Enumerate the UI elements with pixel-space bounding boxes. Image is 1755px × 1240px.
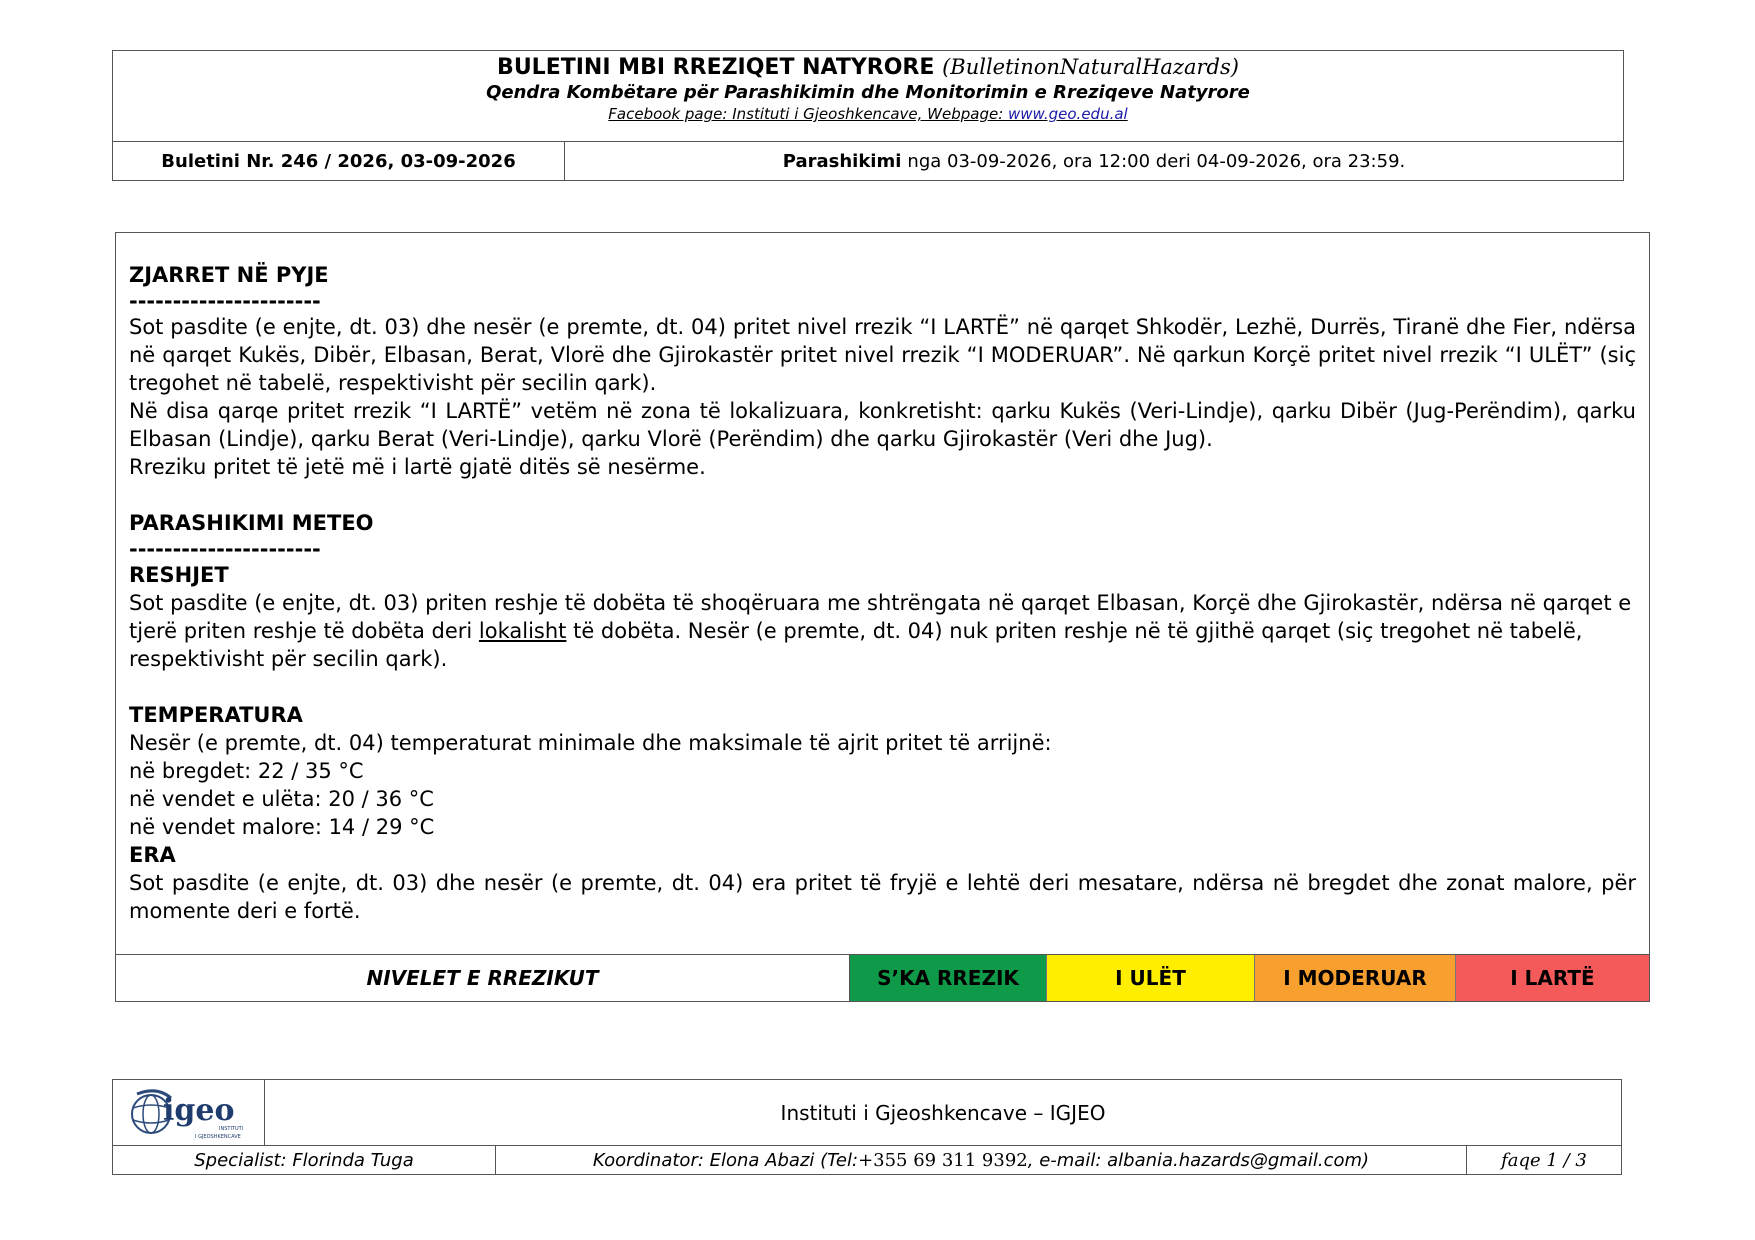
bulletin-content [116,233,1649,925]
logo-text: igeo [162,1092,234,1128]
rain-text-b: të dobëta. Nesër (e premte, dt. 04) nuk priten reshje në të gjithë qarqet (siç tregohet në tabelë, respektivisht për secilin qark). [129,619,1583,671]
footer-bottom-row [113,1146,1621,1175]
meteo-heading: PARASHIKIMI METEO [129,511,374,535]
header-links [113,105,1623,124]
forecast-period-text: nga 03-09-2026, ora 12:00 deri 04-09-2026, ora 23:59. [907,150,1406,172]
coordinator [496,1146,1467,1175]
title-english: (BulletinonNaturalHazards) [942,55,1239,79]
risk-levels-label: NIVELET E RREZIKUT [116,955,850,1001]
rain-text-a: Sot pasdite (e enjte, dt. 03) priten reshje të dobëta të shoqëruara me shtrëngata në qarqet Elbasan, Korçë dhe Gjirokastër, ndërsa në qarqet e tjerë priten reshje të dobëta deri [129,591,1632,643]
globe-logo-icon [127,1084,251,1142]
logo-sub2: I GJEOSHKENCAVE [194,1133,241,1140]
fires-paragraph-2: Në disa qarqe pritet rrezik “I LARTË” vetëm në zona të lokalizuara, konkretisht: qarku Kukës (Veri-Lindje), qarku Dibër (Jug-Perëndim), qarku Elbasan (Lindje), qarku Berat (Veri-Lindje), qarku Vlorë (Perëndim) dhe qarku Gjirokastër (Veri dhe Jug). [129,399,1636,451]
bulletin-title [113,54,1623,81]
header-title-block [113,51,1623,142]
links-prefix: Facebook page: Instituti i Gjeoshkencave, Webpage: [608,105,1009,123]
rain-text-underlined: lokalisht [478,619,567,643]
footer-top-row [113,1080,1621,1146]
bulletin-footer [112,1079,1622,1175]
fires-heading: ZJARRET NË PYJE [129,263,329,287]
risk-levels-legend [116,954,1649,1001]
temperature-coast: në bregdet: 22 / 35 °C [129,759,364,783]
forecast-period [565,142,1623,180]
coordinator-name: Koordinator: Elona Abazi (Tel: [592,1150,859,1171]
page-number: faqe 1 / 3 [1501,1150,1587,1171]
header-info-row [113,142,1623,180]
logo-sub1: INSTITUTI [218,1125,243,1132]
temperature-heading: TEMPERATURA [129,703,303,727]
risk-level-none: S’KA RREZIK [850,955,1046,1001]
igeo-logo [113,1080,265,1145]
wind-paragraph: Sot pasdite (e enjte, dt. 03) dhe nesër (e premte, dt. 04) era pritet të fryjë e lehtë deri mesatare, ndërsa në bregdet dhe zonat malore, për momente deri e fortë. [129,871,1636,923]
fires-paragraph-1: Sot pasdite (e enjte, dt. 03) dhe nesër (e premte, dt. 04) pritet nivel rrezik “I LARTË” në qarqet Shkodër, Lezhë, Durrës, Tiranë dhe Fier, ndërsa në qarqet Kukës, Dibër, Elbasan, Berat, Vlorë dhe Gjirokastër pritet nivel rrezik “I MODERUAR”. Në qarkun Korçë pritet nivel rrezik “I ULËT” (siç tregohet në tabelë, respektivisht për secilin qark). [129,315,1636,395]
temperature-lowlands: në vendet e ulëta: 20 / 36 °C [129,787,434,811]
meteo-divider: ---------------------- [129,537,321,561]
bulletin-header [112,50,1624,181]
fires-paragraph-3: Rreziku pritet të jetë më i lartë gjatë ditës së nesërme. [129,455,706,479]
forecast-label: Parashikimi [782,150,902,172]
specialist: Specialist: Florinda Tuga [113,1146,496,1175]
webpage-link[interactable]: www.geo.edu.al [1008,105,1128,123]
temperature-mountains: në vendet malore: 14 / 29 °C [129,815,435,839]
risk-level-low: I ULËT [1046,955,1254,1001]
bulletin-body [115,232,1650,1002]
coordinator-phone: +355 69 311 9392 [858,1150,1028,1171]
fires-divider: ---------------------- [129,289,321,313]
center-name: Qendra Kombëtare për Parashikimin dhe Monitorimin e Rreziqeve Natyrore [486,82,1250,103]
temperature-intro: Nesër (e premte, dt. 04) temperaturat minimale dhe maksimale të ajrit pritet të arrijnë: [129,731,1052,755]
bulletin-number: Buletini Nr. 246 / 2026, 03-09-2026 [113,142,565,180]
title-text: BULETINI MBI RREZIQET NATYRORE [497,55,935,80]
rain-heading: RESHJET [129,563,229,587]
wind-heading: ERA [129,843,176,867]
risk-level-moderate: I MODERUAR [1254,955,1455,1001]
risk-level-high: I LARTË [1455,955,1649,1001]
institute-name: Instituti i Gjeoshkencave – IGJEO [780,1100,1106,1125]
coordinator-email: , e-mail: albania.hazards@gmail.com) [1027,1150,1370,1171]
rain-paragraph [129,589,1636,673]
